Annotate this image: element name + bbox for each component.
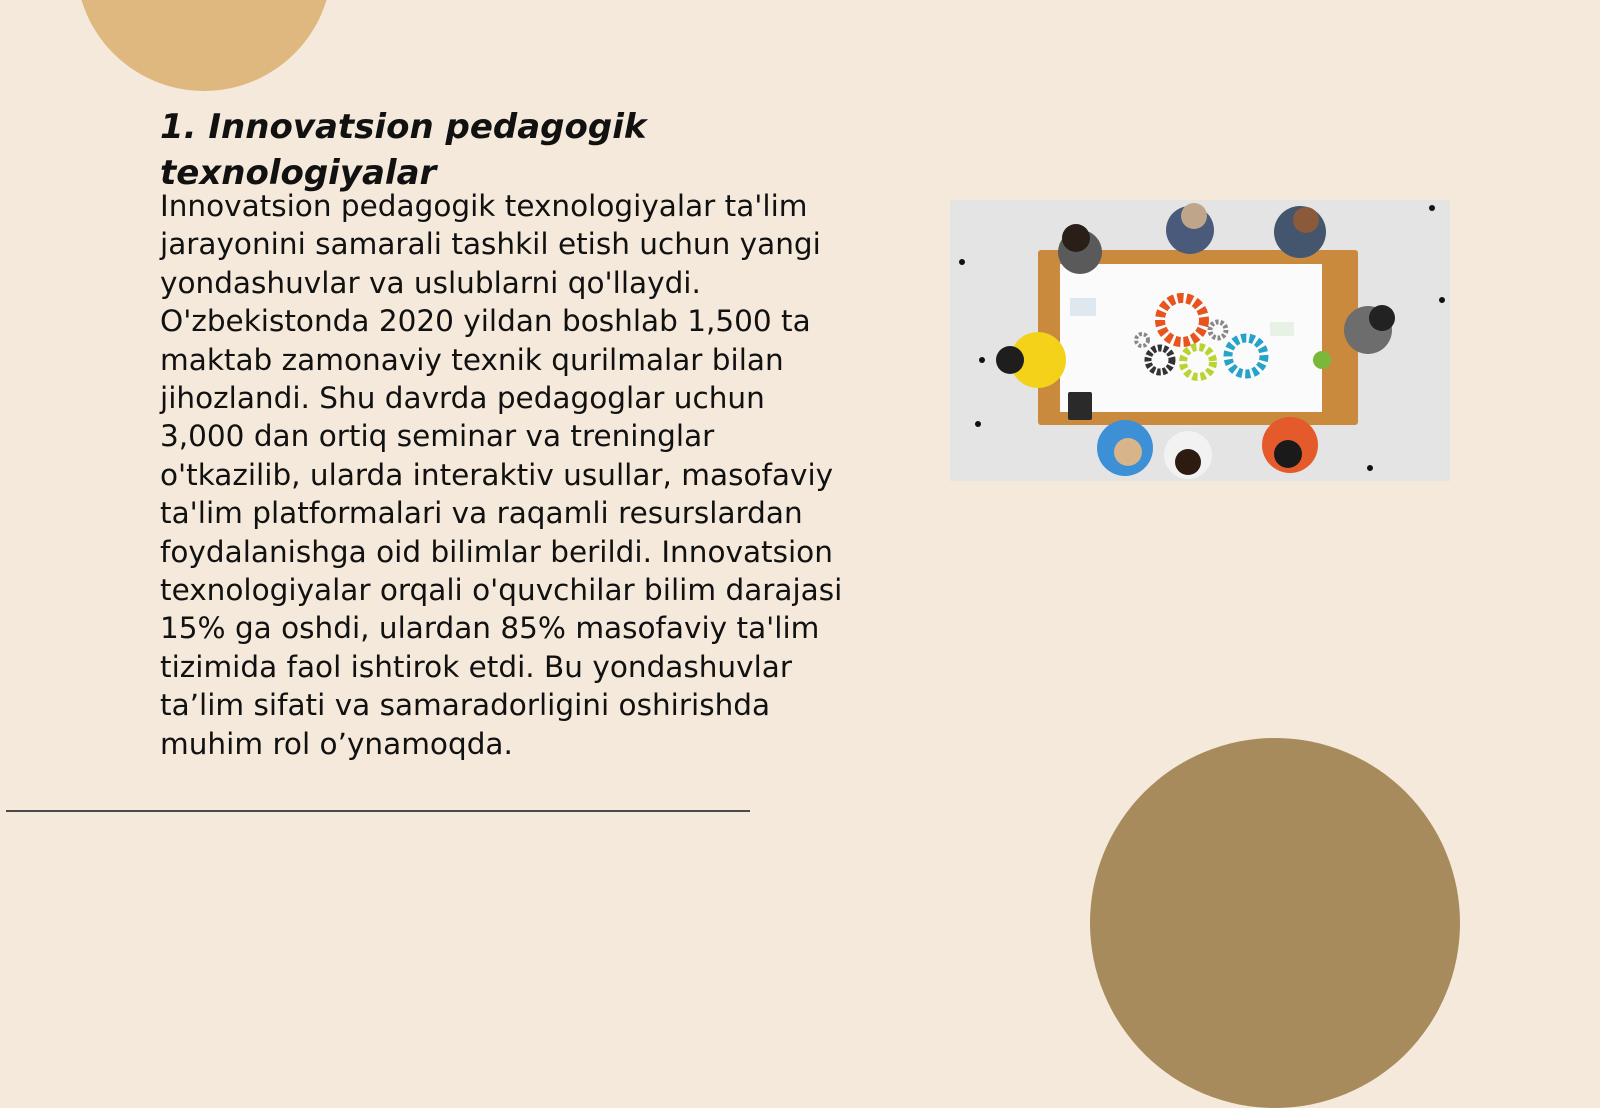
team-gears-illustration [950, 200, 1450, 481]
slide-title: 1. Innovatsion pedagogik texnologiyalar [160, 107, 647, 193]
decorative-circle-top [76, 0, 332, 91]
slide-body-text: Innovatsion pedagogik texnologiyalar ta'lim jarayonini samarali tashkil etish uchun yangi yondashuvlar va uslublarni qo'llaydi. O'zbekistonda 2020 yildan boshlab 1,500 ta maktab zamonaviy texnik qurilmalar bilan jihozlandi. Shu davrda pedagoglar uchun 3,000 dan ortiq seminar va treninglar o'tkazilib, ularda interaktiv usullar, masofaviy ta'lim platformalari va raqamli resurslardan foydalanishga oid bilimlar berildi. Innovatsion texnologiyalar orqali o'quvchilar bilim darajasi 15% ga oshdi, ulardan 85% masofaviy ta'lim tizimida faol ishtirok etdi. Bu yondashuvlar ta’lim sifati va samaradorligini oshirishda muhim rol o’ynamoqda. [160, 189, 843, 761]
decorative-circle-bottom [1090, 738, 1460, 1108]
divider-line [6, 810, 750, 812]
team-gears-photo [950, 200, 1450, 481]
